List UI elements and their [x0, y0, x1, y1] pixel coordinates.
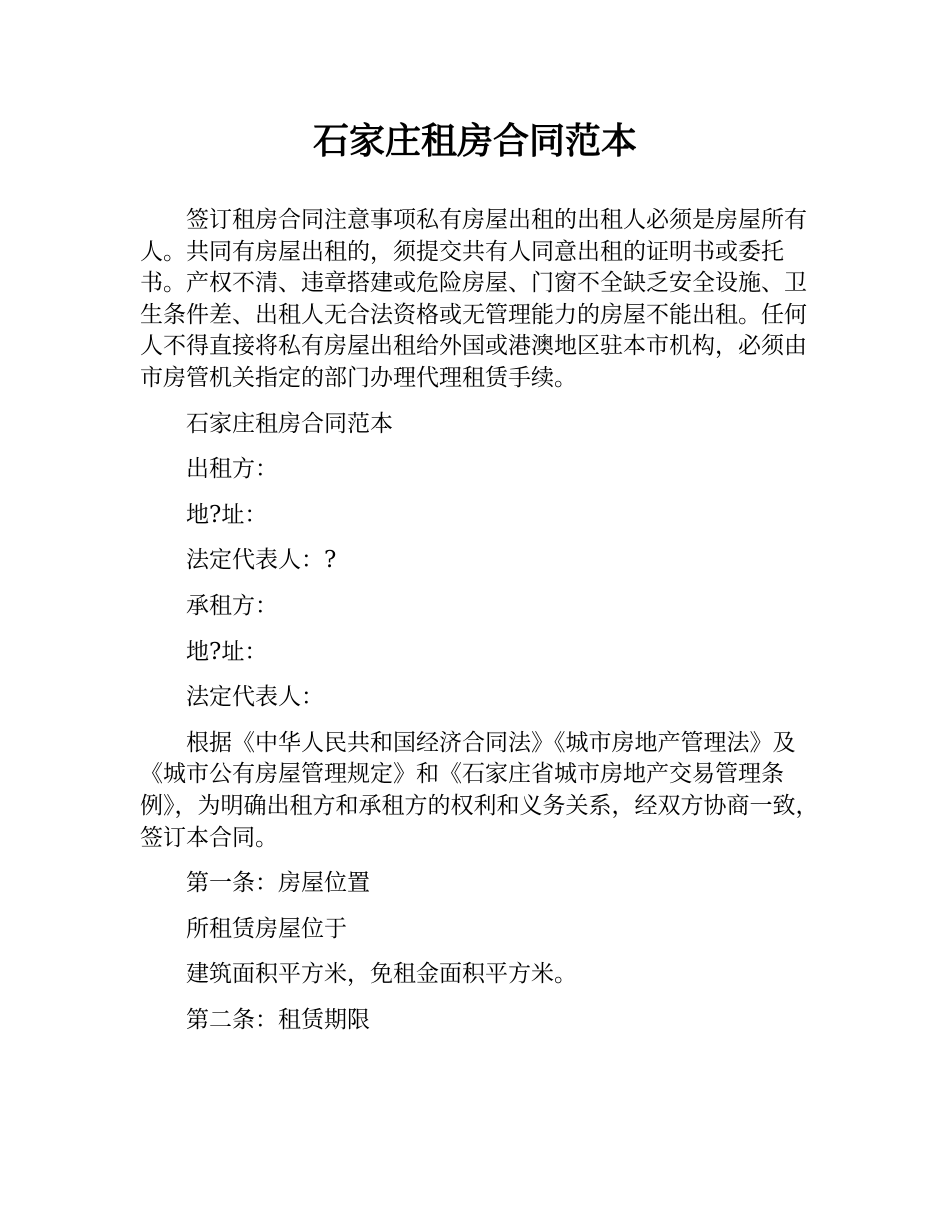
- article-2-heading: 第二条：租赁期限: [186, 1006, 370, 1033]
- floor-area-line: 建筑面积平方米，免租金面积平方米。: [186, 961, 577, 988]
- lessor-address-label: 地?址：: [186, 501, 268, 528]
- document-body: [140, 205, 820, 1050]
- contract-heading: 石家庄租房合同范本: [186, 410, 393, 437]
- document-title: 石家庄租房合同范本: [312, 121, 637, 162]
- lessee-representative-label: 法定代表人：: [186, 684, 324, 711]
- legal-basis-paragraph: 根据《中华人民共和国经济合同法》《城市房地产管理法》及《城市公有房屋管理规定》和《石家庄省城市房地产交易管理条例》，为明确出租方和承租方的权利和义务关系，经双方协商一致，签订本合同。: [140, 729, 819, 851]
- property-location-line: 所租赁房屋位于: [186, 915, 347, 942]
- intro-paragraph: 签订租房合同注意事项私有房屋出租的出租人必须是房屋所有人。共同有房屋出租的，须提交共有人同意出租的证明书或委托书。产权不清、违章搭建或危险房屋、门窗不全缺乏安全设施、卫生条件差、出租人无合法资格或无管理能力的房屋不能出租。任何人不得直接将私有房屋出租给外国或港澳地区驻本市机构，必须由市房管机关指定的部门办理代理租赁手续。: [140, 207, 807, 391]
- lessee-label: 承租方：: [186, 592, 278, 619]
- lessor-representative-label: 法定代表人：?: [186, 547, 337, 574]
- article-1-heading: 第一条：房屋位置: [186, 870, 370, 897]
- lessee-address-label: 地?址：: [186, 638, 268, 665]
- lessor-label: 出租方：: [186, 456, 278, 483]
